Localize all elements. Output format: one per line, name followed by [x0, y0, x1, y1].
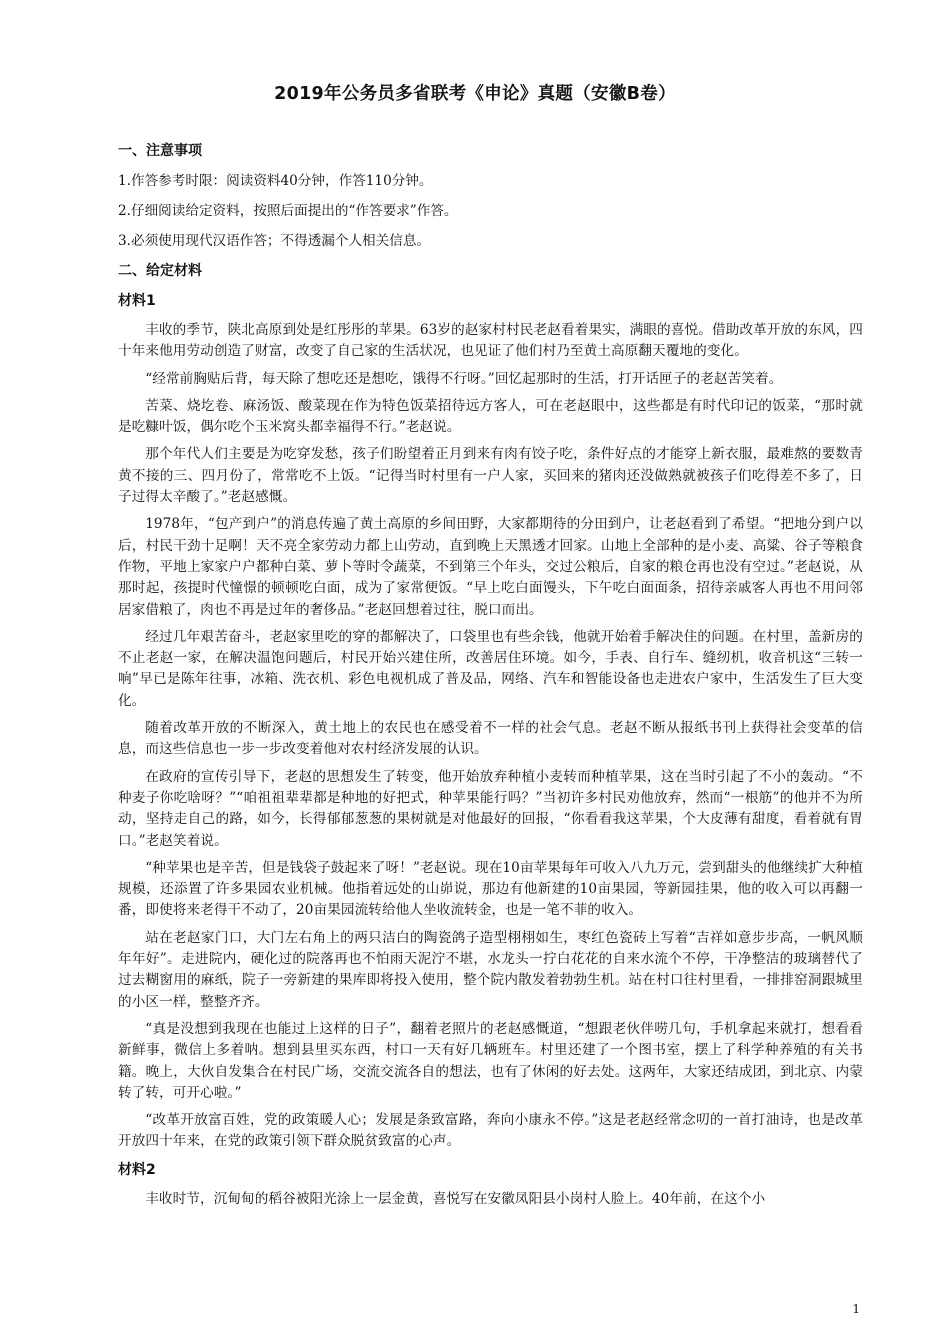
note-item: 3.必须使用现代汉语作答；不得透漏个人相关信息。	[118, 233, 431, 249]
paragraph: 1978年，“包产到户”的消息传遍了黄土高原的乡间田野，大家都期待的分田到户，让老赵看到了希望。“把地分到户以后，村民干劲十足啊！天不亮全家劳动力都上山劳动，直到晚上天黑透才回家。山地上全部种的是小麦、高粱、谷子等粮食作物，平地上家家户户都种白菜、萝卜等时令蔬菜，不到第三个年头，交过公粮后，自家的粮仓再也没有空过。”老赵说，从那时起，孩提时代憧憬的顿顿吃白面，成为了家常便饭。“早上吃白面馒头，下午吃白面面条，招待亲戚客人再也不用问邻居家借粮了，肉也不再是过年的奢侈品。”老赵回想着过往，脱口而出。	[118, 516, 863, 618]
paragraph: “真是没想到我现在也能过上这样的日子”，翻着老照片的老赵感慨道，“想跟老伙伴唠几句，手机拿起来就打，想看看新鲜事，微信上多着呐。想到县里买东西，村口一天有好几辆班车。村里还建了一个图书室，摆上了科学种养殖的有关书籍。晚上，大伙自发集合在村民广场，交流交流各自的想法，也有了休闲的好去处。这两年，大家还结成团，到北京、内蒙转了转，可开心啦。”	[118, 1020, 863, 1101]
paragraph: 经过几年艰苦奋斗，老赵家里吃的穿的都解决了，口袋里也有些余钱，他就开始着手解决住的问题。在村里，盖新房的不止老赵一家，在解决温饱问题后，村民开始兴建住所，改善居住环境。如今，手表、自行车、缝纫机，收音机这“三转一响”早已是陈年往事，冰箱、洗衣机、彩色电视机成了普及品，网络、汽车和智能设备也走进农户家中，生活发生了巨大变化。	[118, 628, 863, 709]
paragraph: “种苹果也是辛苦，但是钱袋子鼓起来了呀！”老赵说。现在10亩苹果每年可收入八九万元，尝到甜头的他继续扩大种植规模，还添置了许多果园农业机械。他指着远处的山峁说，那边有他新建的10亩果园，等新园挂果，他的收入可以再翻一番，即使将来老得干不动了，20亩果园流转给他人坐收流转金，也是一笔不菲的收入。	[118, 859, 863, 919]
paragraph: 那个年代人们主要是为吃穿发愁，孩子们盼望着正月到来有肉有饺子吃，条件好点的才能穿上新衣服，最难熬的要数青黄不接的三、四月份了，常常吃不上饭。“记得当时村里有一户人家，买回来的猪肉还没做熟就被孩子们吃得差不多了，日子过得太辛酸了。”老赵感慨。	[118, 446, 863, 506]
section-heading-notes: 一、注意事项	[118, 143, 202, 159]
paragraph: “经常前胸贴后背，每天除了想吃还是想吃，饿得不行呀。”回忆起那时的生活，打开话匣子的老赵苦笑着。	[145, 370, 783, 387]
section-heading-materials: 二、给定材料	[118, 263, 202, 279]
note-item: 1.作答参考时限：阅读资料40分钟，作答110分钟。	[118, 173, 433, 189]
document-title: 2019年公务员多省联考《申论》真题（安徽B卷）	[274, 84, 676, 104]
note-item: 2.仔细阅读给定资料，按照后面提出的“作答要求”作答。	[118, 203, 458, 219]
paragraph: 站在老赵家门口，大门左右角上的两只洁白的陶瓷鸽子造型栩栩如生，枣红色瓷砖上写着“吉祥如意步步高，一帆风顺年年好”。走进院内，硬化过的院落再也不怕雨天泥泞不堪，水龙头一拧白花花的自来水流个不停，干净整洁的玻璃替代了过去糊窗用的麻纸，院子一旁新建的果库即将投入使用，整个院内散发着勃勃生机。站在村口往村里看，一排排窑洞跟城里的小区一样，整整齐齐。	[118, 929, 863, 1010]
paragraph: 丰收的季节，陕北高原到处是红彤彤的苹果。63岁的赵家村村民老赵看着果实，满眼的喜悦。借助改革开放的东风，四十年来他用劳动创造了财富，改变了自己家的生活状况，也见证了他们村乃至黄土高原翻天覆地的变化。	[118, 322, 863, 360]
paragraph: 在政府的宣传引导下，老赵的思想发生了转变，他开始放弃种植小麦转而种植苹果，这在当时引起了不小的轰动。“不种麦子你吃啥呀？”“咱祖祖辈辈都是种地的好把式，种苹果能行吗？”当初许多村民劝他放弃，然而“一根筋”的他并不为所动，坚持走自己的路，如今，长得郁郁葱葱的果树就是对他最好的回报，“你看看我这苹果，个大皮薄有甜度，看着就有胃口。”老赵笑着说。	[118, 768, 863, 849]
paragraph: “改革开放富百姓，党的政策暖人心；发展是条致富路，奔向小康永不停。”这是老赵经常念叨的一首打油诗，也是改革开放四十年来，在党的政策引领下群众脱贫致富的心声。	[118, 1112, 863, 1150]
paragraph: 丰收时节，沉甸甸的稻谷被阳光涂上一层金黄，喜悦写在安徽凤阳县小岗村人脸上。40年前，在这个小	[145, 1190, 766, 1207]
document-body	[118, 140, 863, 1216]
page-number: 1	[852, 1302, 860, 1316]
paragraph: 随着改革开放的不断深入，黄土地上的农民也在感受着不一样的社会气息。老赵不断从报纸书刊上获得社会变革的信息，而这些信息也一步一步改变着他对农村经济发展的认识。	[118, 720, 863, 758]
material-2-heading: 材料2	[118, 1161, 156, 1178]
paragraph: 苦菜、烧圪卷、麻汤饭、酸菜现在作为特色饭菜招待远方客人，可在老赵眼中，这些都是有时代印记的饭菜，“那时就是吃糠叶饭，偶尔吃个玉米窝头都幸福得不行。”老赵说。	[118, 397, 863, 436]
material-1-heading: 材料1	[118, 293, 156, 309]
